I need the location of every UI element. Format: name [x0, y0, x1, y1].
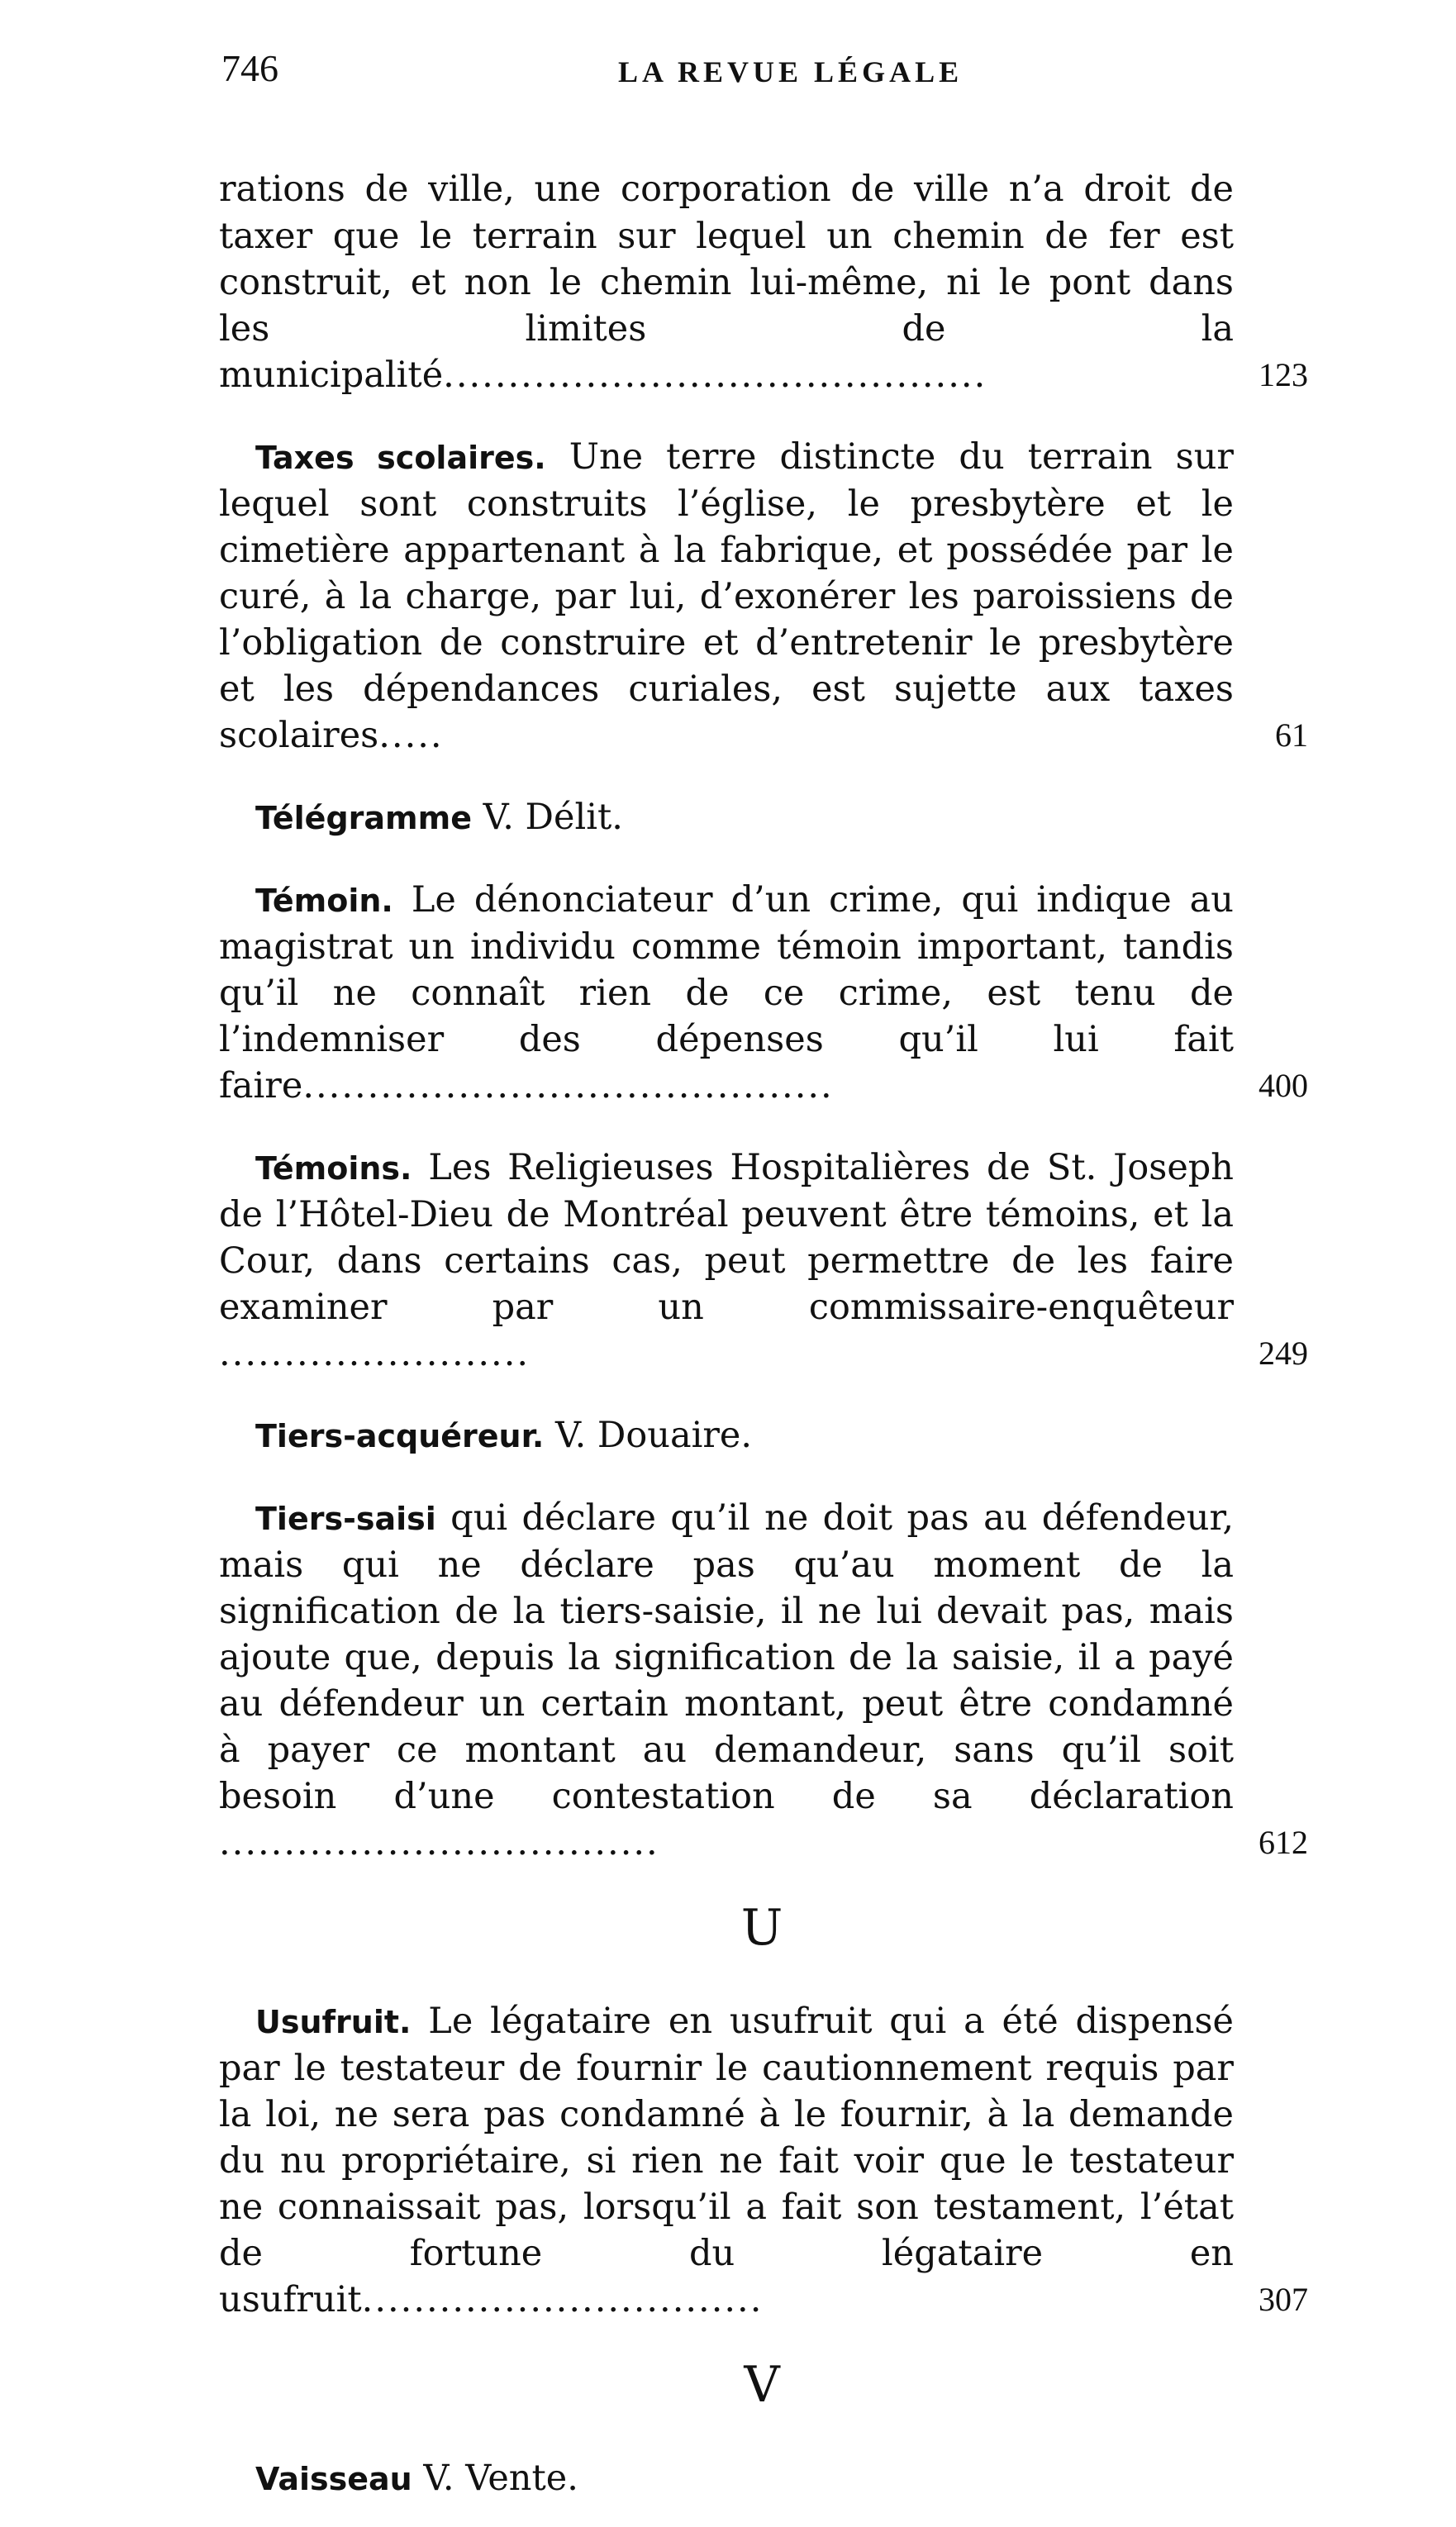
- section-letter-v: V: [744, 2356, 783, 2414]
- index-entry: [219, 1145, 1308, 1377]
- entry-headword: Tiers-saisi: [255, 1501, 436, 1537]
- page-reference: 612: [1259, 1824, 1308, 1861]
- page-reference: 400: [1259, 1067, 1308, 1104]
- entry-headword: Vaisseau: [255, 2461, 412, 2497]
- dot-leader: ........................: [219, 1333, 531, 1374]
- entry-text: V. Vente.: [412, 2458, 578, 2499]
- page-reference: 307: [1259, 2281, 1308, 2318]
- page-reference: 123: [1259, 356, 1308, 393]
- index-body: [219, 131, 1308, 2527]
- index-entry: [219, 877, 1308, 1109]
- entry-text: Le légataire en usufruit qui a été dispensé par le testateur de fournir le cautionnement requis par la loi, ne sera pas condamné à le fournir, à la demande du nu propriétaire, si rien ne fait voir que le testateur ne connaissait pas, lorsqu’il a fait son testament, l’état de fortune du légataire en usufruit: [219, 2001, 1234, 2320]
- dot-leader: .....: [378, 715, 444, 756]
- entry-text: V. Délit.: [472, 797, 623, 838]
- dot-leader: ..........................................: [443, 355, 987, 396]
- running-title: LA REVUE LÉGALE: [618, 55, 964, 88]
- index-entry: [219, 1412, 1308, 1459]
- entry-text: Les Religieuses Hospitalières de St. Joseph de l’Hôtel-Dieu de Montréal peuvent être témoins, et la Cour, dans certains cas, peut permettre de les faire examiner par un commissaire-enquêteur: [219, 1147, 1234, 1328]
- page-reference: 61: [1275, 716, 1308, 754]
- index-entry: [219, 166, 1308, 398]
- dot-leader: .........................................: [302, 1065, 834, 1106]
- entry-text: Une terre distincte du terrain sur lequel sont construits l’église, le presbytère et le cimetière appartenant à la fabrique, et possédée par le curé, à la charge, par lui, d’exonérer les paroissiens de l’obligation de construire et d’entretenir le presbytère et les dépendances curiales, est sujette aux taxes scolaires: [219, 436, 1234, 756]
- entry-text: qui déclare qu’il ne doit pas au défendeur, mais qui ne déclare pas qu’au moment de la signification de la tiers-saisie, il ne lui devait pas, mais ajoute que, depuis la signification de la saisie, il a payé au défendeur un certain montant, peut être condamné à payer ce montant au demandeur, sans qu’il soit besoin d’une contestation de sa déclaration: [219, 1497, 1234, 1817]
- dot-leader: ..................................: [219, 1822, 659, 1863]
- index-entry: [219, 434, 1308, 759]
- entry-text: Le dénonciateur d’un crime, qui indique au magistrat un individu comme témoin important, tandis qu’il ne connaît rien de ce crime, est tenu de l’indemniser des dépenses qu’il lui fait faire: [219, 879, 1234, 1106]
- entry-headword: Télégramme: [255, 800, 472, 836]
- entry-headword: Témoins.: [255, 1150, 412, 1187]
- entry-headword: Témoin.: [255, 883, 393, 919]
- page-number: 746: [221, 47, 278, 89]
- index-entry: [219, 1495, 1308, 1866]
- dot-leader: ...............................: [361, 2279, 764, 2320]
- page-header: [221, 40, 1378, 106]
- entry-headword: Tiers-acquéreur.: [255, 1418, 545, 1454]
- entry-text: rations de ville, une corporation de ville n’a droit de taxer que le terrain sur lequel un chemin de fer est construit, et non le chemin lui-même, ni le pont dans les limites de la municipalité: [219, 169, 1234, 396]
- entry-headword: Taxes scolaires.: [255, 440, 546, 476]
- entry-text: V. Douaire.: [544, 1415, 753, 1456]
- section-letter-u: U: [740, 1899, 787, 1957]
- index-entry: [219, 2455, 1308, 2502]
- page-reference: 249: [1259, 1335, 1308, 1372]
- index-entry: [219, 1998, 1308, 2323]
- entry-headword: Usufruit.: [255, 2004, 412, 2040]
- index-entry: [219, 794, 1308, 841]
